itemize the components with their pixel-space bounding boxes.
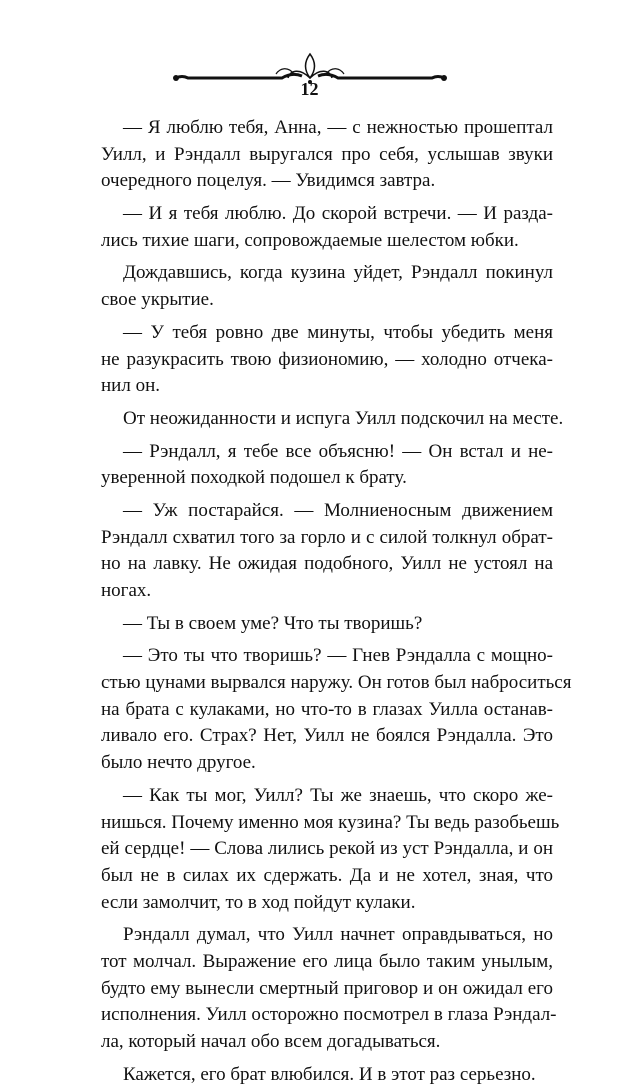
text-line: если замолчит, то в ход пойдут кулаки. [101, 891, 416, 913]
paragraph [101, 1062, 553, 1088]
text-line: лись тихие шаги, сопровождаемые шелестом юбки. [101, 229, 519, 251]
paragraph [101, 439, 553, 492]
paragraph [101, 115, 553, 195]
paragraph [101, 611, 553, 638]
text-line: свое укрытие. [101, 289, 214, 311]
text-line: нил он. [101, 375, 160, 397]
text-line: очередного поцелуя. — Увидимся завтра. [101, 170, 436, 192]
paragraph [101, 320, 553, 400]
paragraph [101, 783, 560, 916]
paragraph [101, 260, 553, 313]
text-line: было нечто другое. [101, 752, 256, 774]
paragraph [101, 922, 557, 1055]
text-line: нишься. Почему именно моя кузина? Ты ведь разобьешь [101, 811, 560, 833]
text-line: был не в силах их сдержать. Да и не хотел, зная, что [101, 864, 553, 886]
text-line: Дождавшись, когда кузина уйдет, Рэндалл покинул [123, 262, 553, 284]
text-line: — Я люблю тебя, Анна, — с нежностью прошептал [123, 117, 553, 138]
text-line: на брата с кулаками, но что-то в глазах Уилла останав- [101, 698, 553, 720]
text-line: ногах. [101, 580, 152, 601]
text-line: но на лавку. Не ожидая подобного, Уилл не устоял на [101, 553, 553, 575]
text-line: — Это ты что творишь? — Гнев Рэндалла с мощно- [123, 645, 553, 667]
text-line: От неожиданности и испуга Уилл подскочил на месте. [123, 407, 564, 429]
text-line: ей сердце! — Слова лились рекой из уст Рэндалла, и он [101, 838, 553, 860]
text-line: — И я тебя люблю. До скорой встречи. — И разда- [123, 203, 553, 225]
paragraph [101, 498, 553, 605]
page-header [0, 40, 619, 120]
text-line: ливало его. Страх? Нет, Уилл не боялся Рэндалла. Это [101, 725, 553, 747]
text-line: Рэндалл думал, что Уилл начнет оправдываться, но [123, 924, 553, 946]
text-line: ла, который начал обо всем догадываться. [101, 1031, 441, 1052]
text-line: будто ему вынесли смертный приговор и он ожидал его [101, 977, 553, 999]
paragraph [101, 201, 553, 254]
text-line: — У тебя ровно две минуты, чтобы убедить меня [123, 321, 553, 343]
paragraph [101, 643, 572, 776]
text-line: не разукрасить твою физиономию, — холодно отчека- [101, 348, 553, 370]
text-line: — Рэндалл, я тебе все объясню! — Он встал и не- [123, 440, 553, 462]
text-line: стью цунами вырвался наружу. Он готов был наброситься [101, 672, 572, 694]
page-number: 12 [300, 79, 319, 99]
text-line: Рэндалл схватил того за горло и с силой толкнул обрат- [101, 526, 553, 548]
text-line: исполнения. Уилл осторожно посмотрел в глаза Рэндал- [101, 1004, 557, 1026]
text-line: — Как ты мог, Уилл? Ты же знаешь, что скоро же- [123, 784, 553, 806]
text-line: — Ты в своем уме? Что ты творишь? [123, 612, 423, 634]
text-line: Кажется, его брат влюбился. И в этот раз серьезно. [123, 1063, 536, 1085]
body-text [101, 115, 572, 1088]
paragraph [101, 406, 564, 433]
text-line: тот молчал. Выражение его лица было таким унылым, [101, 950, 553, 972]
text-line: — Уж постарайся. — Молниеносным движением [123, 499, 553, 521]
text-line: Уилл, и Рэндалл выругался про себя, услышав звуки [101, 143, 553, 165]
text-line: уверенной походкой подошел к брату. [101, 467, 407, 489]
